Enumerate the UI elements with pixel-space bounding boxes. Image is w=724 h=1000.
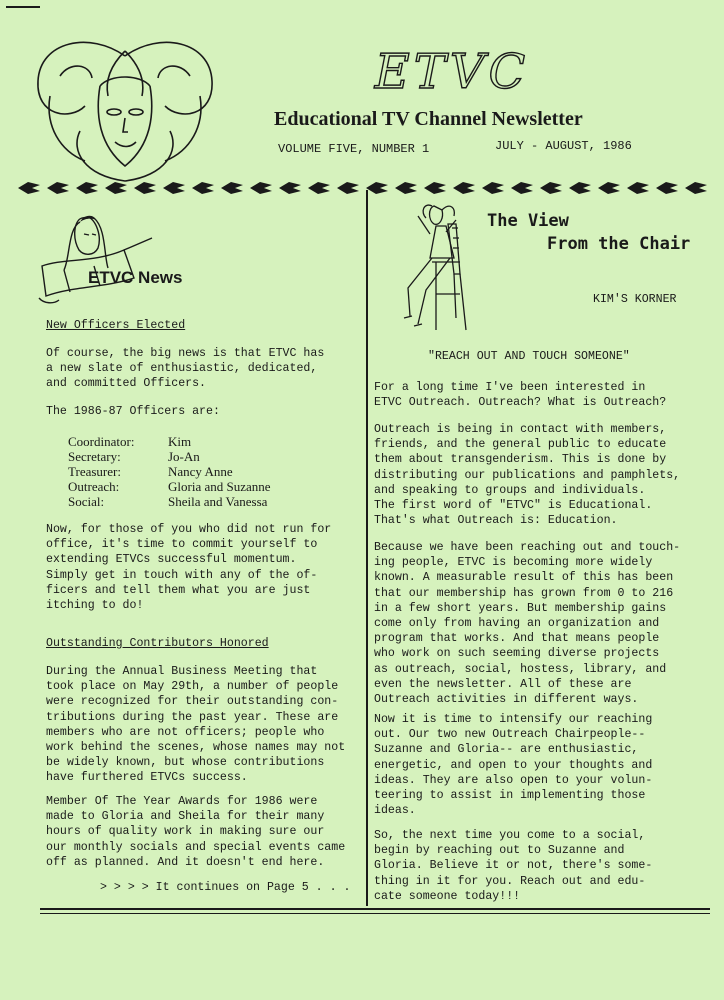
- meeting-paragraph: During the Annual Business Meeting that took place on May 29th, a number of people were recognized for their outstanding con- tributions during the past year. These are members who are not officers; people who work behind the scenes, whose names may not be widely known, but whose contributions have furthered ETVCs success.: [46, 665, 346, 785]
- column-divider: [366, 190, 368, 906]
- officer-role: Secretary:: [68, 449, 121, 464]
- woman-on-chair-illustration: [396, 198, 486, 338]
- divider-arrow: [366, 182, 388, 194]
- officer-name: Sheila and Vanessa: [168, 494, 268, 509]
- column-headline: "REACH OUT AND TOUCH SOMEONE": [428, 350, 630, 363]
- continued-note: > > > > It continues on Page 5 . . .: [100, 881, 351, 894]
- officers-list: [68, 434, 271, 509]
- contributors-heading: Outstanding Contributors Honored: [46, 637, 269, 650]
- divider-arrow: [482, 182, 504, 194]
- officer-row: [68, 449, 271, 464]
- officers-lead: The 1986-87 Officers are:: [46, 405, 220, 418]
- divider-arrow: [163, 182, 185, 194]
- divider-arrow: [511, 182, 533, 194]
- etvc-news-heading: ETVC News: [88, 268, 183, 287]
- officer-role: Outreach:: [68, 479, 120, 494]
- column-byline: KIM'S KORNER: [593, 293, 677, 306]
- divider-arrow: [627, 182, 649, 194]
- officer-name: Nancy Anne: [168, 464, 233, 479]
- officers-heading: New Officers Elected: [46, 319, 186, 332]
- officer-row: [68, 464, 271, 479]
- etvc-logo: [352, 40, 552, 100]
- divider-arrow: [18, 182, 40, 194]
- officer-row: [68, 494, 271, 509]
- divider-arrow: [76, 182, 98, 194]
- intro-paragraph: Of course, the big news is that ETVC has a new slate of enthusiastic, dedicated, and committed Officers.: [46, 347, 325, 391]
- awards-paragraph: Member Of The Year Awards for 1986 were made to Gloria and Sheila for their many hours of quality work in making sure our our monthly socials and special events came off as planned. And it doesn't end here.: [46, 795, 346, 869]
- volume-number: VOLUME FIVE, NUMBER 1: [278, 142, 430, 156]
- masthead-face-illustration: [30, 36, 220, 186]
- divider-arrow: [395, 182, 417, 194]
- divider-arrow: [424, 182, 446, 194]
- column-paragraph-1: For a long time I've been interested in ETVC Outreach. Outreach? What is Outreach?: [374, 381, 667, 410]
- officer-name: Jo-An: [168, 449, 200, 464]
- divider-arrow: [685, 182, 707, 194]
- momentum-paragraph: Now, for those of you who did not run for office, it's time to commit yourself to extending ETVCs successful momentum. Simply get in touch with any of the of- ficers and tell them what you are just itching to do!: [46, 523, 332, 613]
- officer-name: Kim: [168, 434, 192, 449]
- divider-arrow: [308, 182, 330, 194]
- issue-date: JULY - AUGUST, 1986: [495, 139, 632, 153]
- officer-role: Social:: [68, 494, 105, 509]
- divider-arrow: [453, 182, 475, 194]
- divider-arrow: [105, 182, 127, 194]
- corner-mark: [6, 6, 40, 8]
- reading-woman-illustration: [34, 208, 154, 308]
- divider-arrow: [598, 182, 620, 194]
- column-paragraph-5: So, the next time you come to a social, begin by reaching out to Suzanne and Gloria. Believe it or not, there's some- thing in it for you. Reach out and edu- cate someone today!!!: [374, 829, 653, 903]
- bottom-rule: [40, 908, 710, 910]
- column-paragraph-3: Because we have been reaching out and touch- ing people, ETVC is becoming more widely known. A measurable result of this has been that our membership has grown from 0 to 216 in a few short years. But membership gains come only from having an organization and program that works. And that means people who work on such seeming diverse projects as outreach, social, hostess, library, and even the newsletter. All of these are Outreach activities in different ways.: [374, 541, 681, 707]
- chair-column-title: [487, 210, 690, 256]
- divider-arrow: [279, 182, 301, 194]
- divider-arrow: [192, 182, 214, 194]
- title-line-two: From the Chair: [547, 234, 691, 254]
- divider-arrow: [221, 182, 243, 194]
- divider-arrow: [250, 182, 272, 194]
- bottom-rule-secondary: [40, 913, 710, 914]
- officer-role: Treasurer:: [68, 464, 121, 479]
- etvc-logo-text: ETVC: [374, 44, 530, 100]
- divider-arrow: [540, 182, 562, 194]
- officer-row: [68, 479, 271, 494]
- divider-arrow: [134, 182, 156, 194]
- divider-arrow: [656, 182, 678, 194]
- officer-row: [68, 434, 271, 449]
- divider-arrow: [337, 182, 359, 194]
- title-line-one: The View: [487, 211, 569, 231]
- newsletter-title: Educational TV Channel Newsletter: [274, 108, 583, 130]
- decorative-divider: [18, 176, 718, 198]
- officer-role: Coordinator:: [68, 434, 135, 449]
- column-paragraph-4: Now it is time to intensify our reaching out. Our two new Outreach Chairpeople-- Suzanne and Gloria-- are enthusiastic, energetic, and open to your thoughts and ideas. They are also open to your volun- teering to assist in implementing those ideas.: [374, 713, 653, 818]
- officer-name: Gloria and Suzanne: [168, 479, 271, 494]
- divider-arrow: [569, 182, 591, 194]
- divider-arrow: [47, 182, 69, 194]
- column-paragraph-2: Outreach is being in contact with members, friends, and the general public to educate them about transgenderism. This is done by distributing our publications and pamphlets, and speaking to groups and individuals. The first word of "ETVC" is Educational. That's what Outreach is: Education.: [374, 423, 681, 528]
